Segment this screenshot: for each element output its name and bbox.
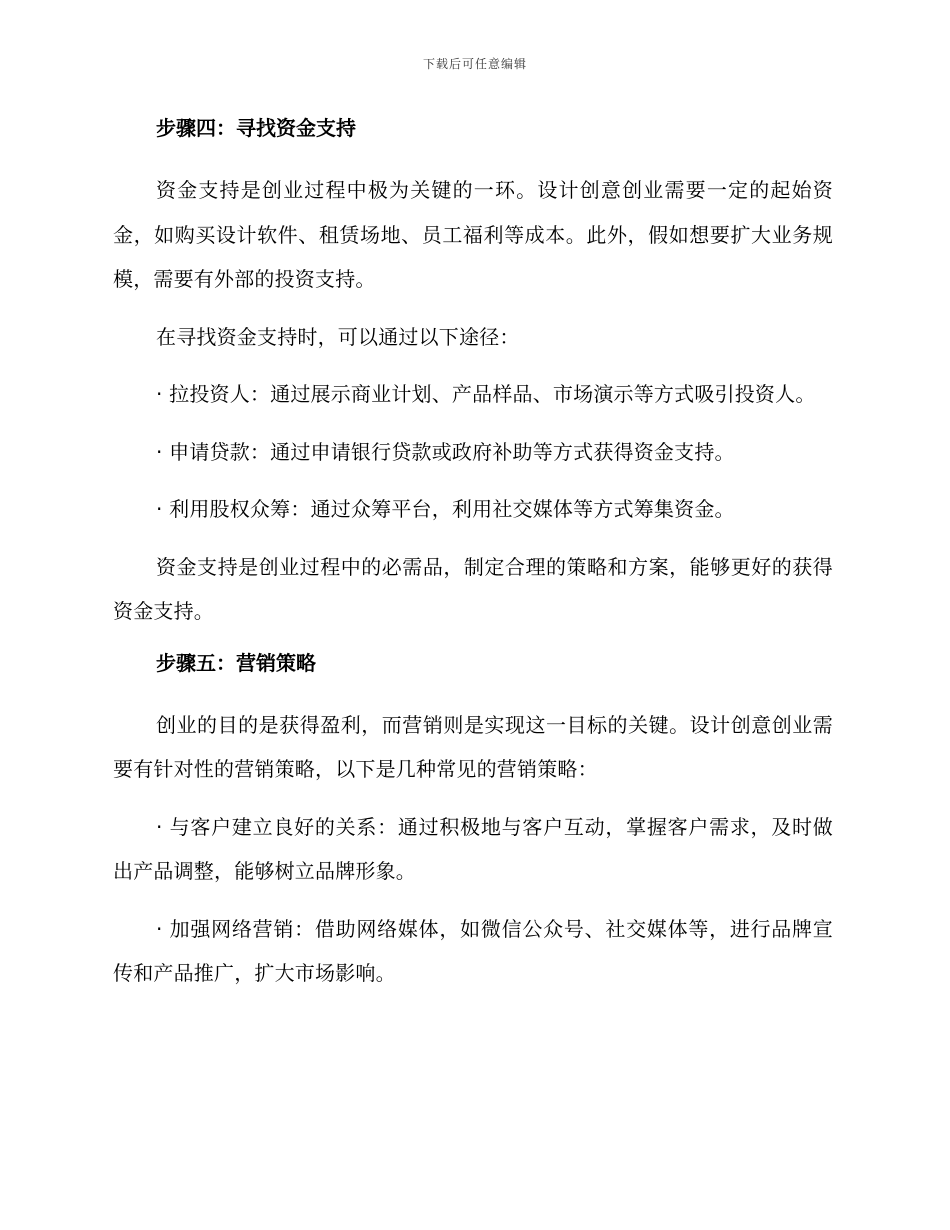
paragraph: 在寻找资金支持时，可以通过以下途径： <box>156 324 520 349</box>
section-step-four <box>113 112 833 634</box>
bullet-item: · 加强网络营销：借助网络媒体，如微信公众号、社交媒体等，进行品牌宣传和产品推广，扩大市场影响。 <box>113 916 833 985</box>
paragraph: 资金支持是创业过程中极为关键的一环。设计创意创业需要一定的起始资金，如购买设计软件、租赁场地、员工福利等成本。此外，假如想要扩大业务规模，需要有外部的投资支持。 <box>113 178 833 291</box>
bullet-item: · 利用股权众筹：通过众筹平台，利用社交媒体等方式筹集资金。 <box>156 497 735 521</box>
paragraph: 创业的目的是获得盈利，而营销则是实现这一目标的关键。设计创意创业需要有针对性的营销策略，以下是几种常见的营销策略： <box>113 712 833 781</box>
paragraph: 资金支持是创业过程中的必需品，制定合理的策略和方案，能够更好的获得资金支持。 <box>113 554 833 623</box>
bullet-item: · 与客户建立良好的关系：通过积极地与客户互动，掌握客户需求，及时做出产品调整，能够树立品牌形象。 <box>113 814 833 883</box>
bullet-item: · 申请贷款：通过申请银行贷款或政府补助等方式获得资金支持。 <box>156 439 735 464</box>
bullet-item: · 拉投资人：通过展示商业计划、产品样品、市场演示等方式吸引投资人。 <box>156 382 816 406</box>
section-heading: 步骤四：寻找资金支持 <box>156 116 356 140</box>
section-heading: 步骤五：营销策略 <box>156 650 316 675</box>
document-body <box>113 112 833 1009</box>
section-step-five <box>113 647 833 996</box>
page-header: 下载后可任意编辑 <box>422 57 527 71</box>
